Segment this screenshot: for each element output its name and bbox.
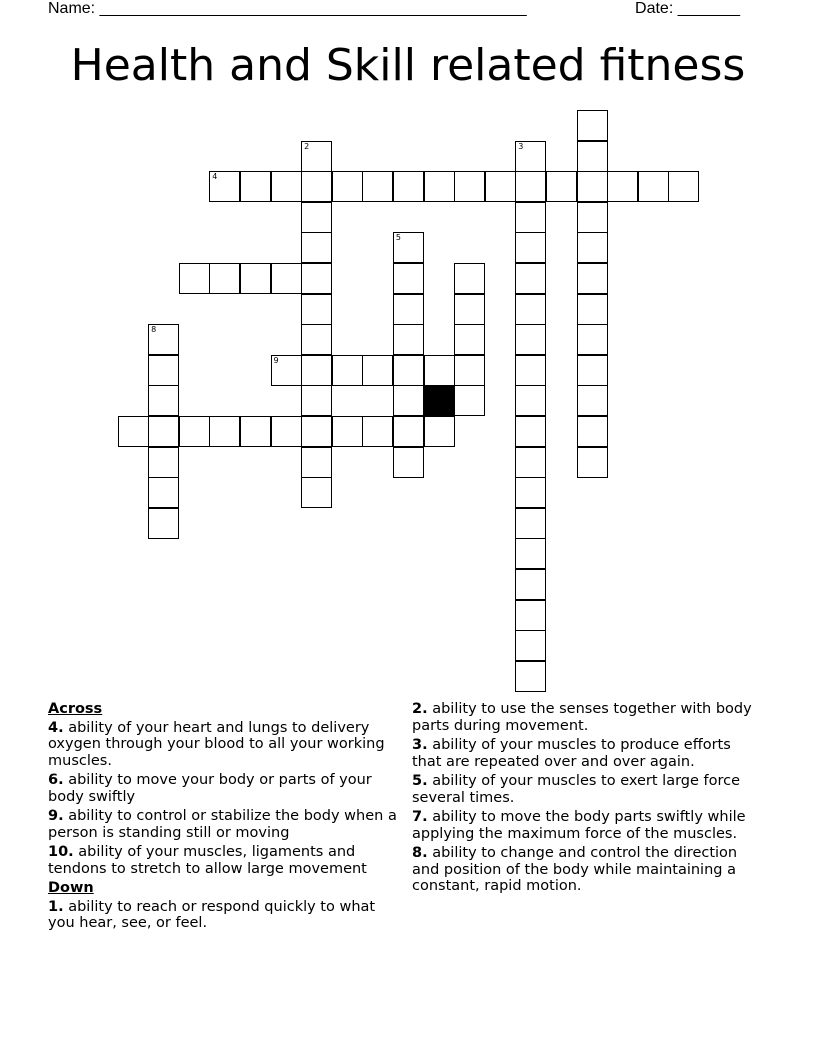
clue-across-9 (48, 808, 398, 841)
clue-number: 10. (48, 844, 74, 860)
crossword-cell[interactable] (577, 232, 608, 263)
crossword-cell[interactable] (515, 355, 546, 386)
crossword-cell[interactable] (393, 324, 424, 355)
crossword-cell[interactable] (148, 508, 179, 539)
crossword-cell[interactable] (515, 324, 546, 355)
crossword-cell[interactable] (301, 232, 332, 263)
clue-across-10 (48, 844, 398, 877)
clues-right-column (412, 701, 762, 898)
crossword-cell[interactable] (424, 416, 455, 447)
crossword-cell[interactable] (209, 416, 240, 447)
crossword-cell[interactable] (301, 294, 332, 325)
crossword-cell[interactable] (301, 324, 332, 355)
crossword-cell[interactable] (515, 477, 546, 508)
crossword-cell[interactable] (393, 385, 424, 416)
clue-text: ability to control or stabilize the body when a person is standing still or moving (48, 808, 397, 841)
crossword-cell[interactable] (454, 324, 485, 355)
clue-down-1 (48, 899, 398, 932)
crossword-cell[interactable] (454, 263, 485, 294)
crossword-cell[interactable] (577, 141, 608, 172)
crossword-cell[interactable] (240, 416, 271, 447)
crossword-cell[interactable] (515, 661, 546, 692)
crossword-cell[interactable] (393, 294, 424, 325)
clue-text: ability to use the senses together with body parts during movement. (412, 701, 752, 734)
crossword-cell[interactable] (240, 263, 271, 294)
crossword-black-cell (424, 385, 455, 416)
date-field[interactable]: Date: _______ (635, 0, 740, 17)
clue-text: ability to move the body parts swiftly while applying the maximum force of the muscles. (412, 809, 746, 842)
crossword-cell[interactable] (515, 141, 546, 172)
crossword-cell[interactable] (515, 416, 546, 447)
page-title: Health and Skill related fitness (70, 40, 746, 91)
crossword-cell[interactable] (515, 232, 546, 263)
crossword-cell[interactable] (362, 355, 393, 386)
crossword-cell[interactable] (454, 294, 485, 325)
crossword-cell[interactable] (577, 416, 608, 447)
crossword-cell[interactable] (515, 538, 546, 569)
crossword-cell[interactable] (515, 171, 546, 202)
crossword-cell[interactable] (148, 324, 179, 355)
clue-number: 7. (412, 809, 428, 825)
crossword-cell[interactable] (577, 447, 608, 478)
clue-start-number: 5 (395, 233, 401, 243)
clue-down-7 (412, 809, 762, 842)
clues-left-column (48, 701, 398, 935)
crossword-cell[interactable] (209, 171, 240, 202)
clue-number: 3. (412, 737, 428, 753)
crossword-cell[interactable] (393, 232, 424, 263)
crossword-cell[interactable] (148, 385, 179, 416)
clue-down-3 (412, 737, 762, 770)
crossword-cell[interactable] (271, 263, 302, 294)
down-heading: Down (48, 880, 94, 896)
crossword-cell[interactable] (148, 447, 179, 478)
crossword-cell[interactable] (515, 508, 546, 539)
crossword-cell[interactable] (301, 202, 332, 233)
crossword-cell[interactable] (515, 263, 546, 294)
crossword-cell[interactable] (148, 416, 179, 447)
crossword-cell[interactable] (515, 630, 546, 661)
crossword-cell[interactable] (148, 355, 179, 386)
crossword-cell[interactable] (424, 171, 455, 202)
crossword-cell[interactable] (301, 385, 332, 416)
across-heading: Across (48, 701, 103, 717)
crossword-cell[interactable] (301, 171, 332, 202)
crossword-cell[interactable] (638, 171, 669, 202)
crossword-cell[interactable] (515, 600, 546, 631)
crossword-cell[interactable] (577, 385, 608, 416)
crossword-cell[interactable] (607, 171, 638, 202)
clue-text: ability of your muscles to produce efforts that are repeated over and over again. (412, 737, 731, 770)
crossword-cell[interactable] (240, 171, 271, 202)
crossword-cell[interactable] (362, 416, 393, 447)
crossword-cell[interactable] (577, 324, 608, 355)
crossword-cell[interactable] (546, 171, 577, 202)
crossword-cell[interactable] (454, 171, 485, 202)
clue-number: 4. (48, 719, 64, 736)
clue-number: 8. (412, 845, 428, 861)
crossword-cell[interactable] (301, 477, 332, 508)
crossword-cell[interactable] (301, 141, 332, 172)
crossword-cell[interactable] (118, 416, 149, 447)
clue-number: 6. (48, 772, 64, 788)
crossword-cell[interactable] (271, 355, 302, 386)
crossword-cell[interactable] (515, 447, 546, 478)
clue-number: 2. (412, 701, 428, 717)
crossword-cell[interactable] (577, 263, 608, 294)
crossword-cell[interactable] (332, 416, 363, 447)
clue-text: ability of your heart and lungs to delivery oxygen through your blood to all your working muscles. (48, 719, 385, 769)
clue-number: 1. (48, 898, 64, 915)
clue-text: ability to move your body or parts of your body swiftly (48, 772, 372, 805)
crossword-cell[interactable] (424, 355, 455, 386)
crossword-cell[interactable] (393, 447, 424, 478)
crossword-cell[interactable] (393, 263, 424, 294)
clue-text: ability to change and control the direction and position of the body while maintaining a constant, rapid motion. (412, 845, 738, 894)
clue-across-6 (48, 772, 398, 805)
clue-down-5 (412, 773, 762, 806)
crossword-cell[interactable] (454, 385, 485, 416)
clue-down-2 (412, 701, 762, 734)
clue-start-number: 3 (518, 141, 524, 151)
crossword-cell[interactable] (301, 263, 332, 294)
crossword-cell[interactable] (393, 355, 424, 386)
crossword-cell[interactable] (362, 171, 393, 202)
clue-text: ability of your muscles to exert large force several times. (412, 773, 741, 806)
clue-number: 9. (48, 808, 64, 824)
crossword-cell[interactable] (148, 477, 179, 508)
crossword-cell[interactable] (454, 355, 485, 386)
crossword-cell[interactable] (332, 355, 363, 386)
clue-start-number: 9 (273, 355, 279, 365)
crossword-cell[interactable] (577, 202, 608, 233)
crossword-cell[interactable] (393, 416, 424, 447)
crossword-cell[interactable] (301, 416, 332, 447)
crossword-cell[interactable] (515, 294, 546, 325)
crossword-cell[interactable] (668, 171, 699, 202)
crossword-cell[interactable] (301, 447, 332, 478)
crossword-cell[interactable] (209, 263, 240, 294)
clue-start-number: 8 (151, 325, 157, 335)
clue-number: 5. (412, 773, 428, 789)
crossword-cell[interactable] (271, 171, 302, 202)
crossword-cell[interactable] (179, 263, 210, 294)
clue-down-8 (412, 845, 762, 895)
crossword-cell[interactable] (271, 416, 302, 447)
clue-start-number: 2 (304, 141, 310, 151)
crossword-cell[interactable] (515, 569, 546, 600)
crossword-cell[interactable] (179, 416, 210, 447)
name-field[interactable]: Name: ________________________________________________ (48, 0, 527, 17)
crossword-cell[interactable] (485, 171, 516, 202)
crossword-cell[interactable] (393, 171, 424, 202)
clue-across-4 (48, 720, 398, 770)
crossword-cell[interactable] (577, 110, 608, 141)
clue-text: ability to reach or respond quickly to what you hear, see, or feel. (48, 898, 376, 931)
clue-start-number: 4 (212, 172, 218, 182)
crossword-cell[interactable] (332, 171, 363, 202)
crossword-cell[interactable] (301, 355, 332, 386)
crossword-cell[interactable] (515, 385, 546, 416)
crossword-cell[interactable] (577, 355, 608, 386)
crossword-cell[interactable] (515, 202, 546, 233)
crossword-cell[interactable] (577, 171, 608, 202)
clue-text: ability of your muscles, ligaments and tendons to stretch to allow large movement (48, 844, 367, 877)
crossword-cell[interactable] (577, 294, 608, 325)
